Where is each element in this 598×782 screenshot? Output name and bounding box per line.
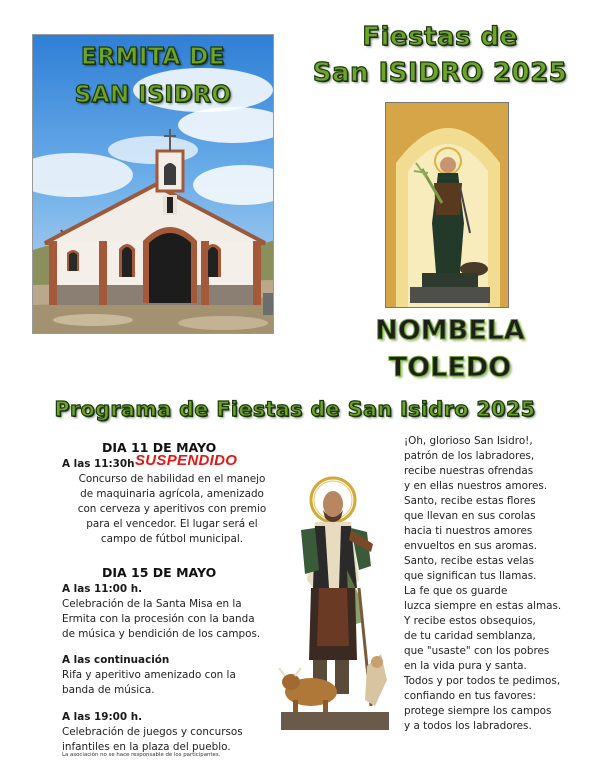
- prayer-line: Santo, recibe estas flores: [404, 495, 536, 507]
- text-line: banda de música.: [62, 684, 155, 696]
- event3-description: [62, 725, 282, 755]
- prayer-line: y a todos los labradores.: [404, 720, 532, 732]
- prayer-line: recibe nuestras ofrendas: [404, 465, 534, 477]
- ermita-photo: [32, 34, 274, 334]
- disclaimer-footnote: La asociación no se hace responsable de los participantes.: [62, 752, 221, 758]
- suspended-label: SUSPENDIDO: [135, 452, 238, 469]
- text-line: Celebración de la Santa Misa en la: [62, 598, 242, 610]
- town-name: NOMBELA: [375, 315, 525, 346]
- prayer-line: que llevan en sus corolas: [404, 510, 536, 522]
- text-line: de maquinaria agrícola, amenizado: [80, 488, 264, 500]
- prayer-line: y en ellas nuestros amores.: [404, 480, 548, 492]
- ermita-title-line2: SAN ISIDRO: [74, 82, 232, 108]
- fiestas-title-line1: Fiestas de: [362, 22, 518, 52]
- prayer-line: Y recibe estos obsequios,: [404, 615, 536, 627]
- event1-time: A las 11:00 h.: [62, 583, 143, 595]
- text-line: para el vencedor. El lugar será el: [86, 518, 258, 530]
- prayer-line: ¡Oh, glorioso San Isidro!,: [404, 435, 533, 447]
- text-line: con cerveza y aperitivos con premio: [77, 503, 267, 515]
- prayer-line: Todos y por todos te pedimos,: [404, 675, 561, 687]
- prayer-line: que significan tus llamas.: [404, 570, 537, 582]
- text-line: Concurso de habilidad en el manejo: [78, 473, 266, 485]
- san-isidro-statue-image: [275, 470, 393, 732]
- event2-time: A las continuación: [62, 654, 170, 666]
- event2-description: [62, 668, 282, 698]
- prayer-text: [404, 434, 574, 734]
- text-line: campo de fútbol municipal.: [100, 533, 244, 545]
- prayer-line: confiando en tus favores:: [404, 690, 536, 702]
- event3-time: A las 19:00 h.: [62, 711, 143, 723]
- fiestas-title-line2: San ISIDRO 2025: [312, 58, 568, 88]
- text-line: Rifa y aperitivo amenizado con la: [62, 669, 236, 681]
- program-title: Programa de Fiestas de San Isidro 2025: [54, 397, 536, 421]
- day1-description: [62, 472, 282, 547]
- prayer-line: patrón de los labradores,: [404, 450, 535, 462]
- day2-heading: DIA 15 DE MAYO: [102, 565, 217, 580]
- text-line: Ermita con la procesión con la banda: [62, 613, 255, 625]
- prayer-line: Santo, recibe estas velas: [404, 555, 535, 567]
- event1-description: [62, 597, 282, 642]
- prayer-line: de tu caridad semblanza,: [404, 630, 536, 642]
- province-name: TOLEDO: [388, 352, 512, 383]
- day1-heading: DIA 11 DE MAYO: [102, 440, 217, 455]
- text-line: de música y bendición de los campos.: [62, 628, 261, 640]
- saint-niche-photo: [385, 102, 509, 308]
- prayer-line: envueltos en sus aromas.: [404, 540, 538, 552]
- text-line: Celebración de juegos y concursos: [62, 726, 243, 738]
- prayer-line: luzca siempre en estas almas.: [404, 600, 562, 612]
- text-line: infantiles en la plaza del pueblo.: [62, 741, 231, 753]
- prayer-line: protege siempre los campos: [404, 705, 552, 717]
- prayer-line: que "usaste" con los pobres: [404, 645, 550, 657]
- ermita-title-line1: ERMITA DE: [81, 44, 225, 70]
- prayer-line: hacia ti nuestros amores: [404, 525, 533, 537]
- day1-time: A las 11:30h: [62, 458, 135, 470]
- prayer-line: en la vida pura y santa.: [404, 660, 527, 672]
- prayer-line: La fe que os guarde: [404, 585, 508, 597]
